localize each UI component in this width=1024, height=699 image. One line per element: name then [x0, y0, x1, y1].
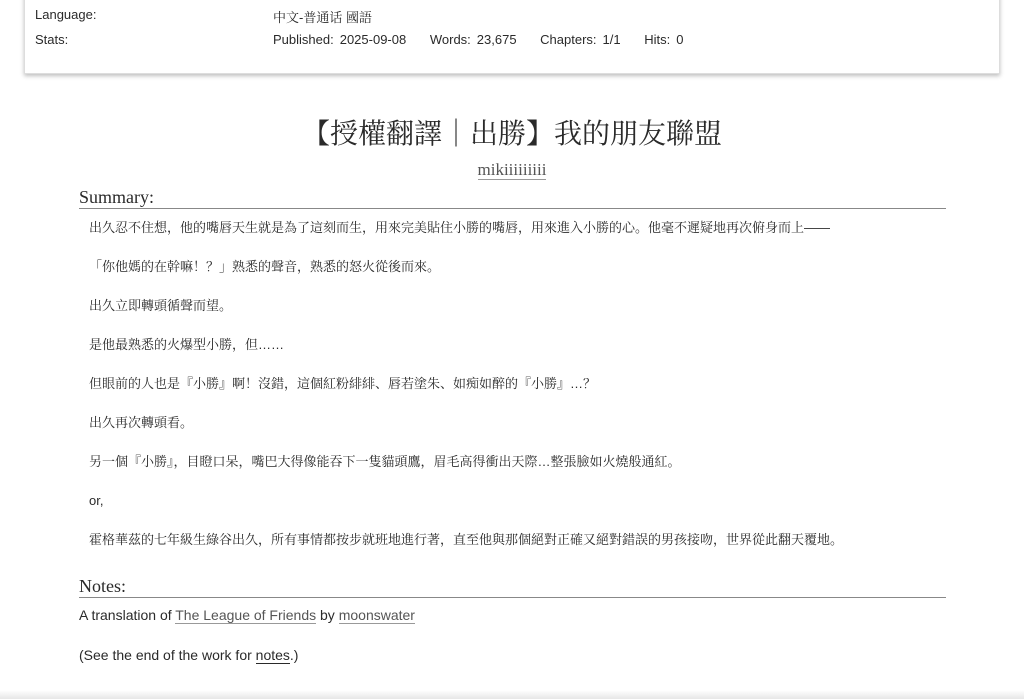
- language-label: Language:: [35, 7, 97, 22]
- language-value: 中文-普通话 國語: [273, 10, 372, 25]
- published-value: 2025-09-08: [339, 32, 407, 47]
- hits-value: 0: [676, 32, 684, 47]
- summary-paragraph: 但眼前的人也是『小勝』啊！沒錯，這個紅粉緋緋、唇若塗朱、如痴如醉的『小勝』…？: [89, 376, 597, 391]
- by-text: by: [316, 607, 339, 623]
- summary-paragraph: 「你他媽的在幹嘛！？」熟悉的聲音，熟悉的怒火從後而來。: [89, 259, 441, 274]
- summary-paragraph: 霍格華茲的七年級生綠谷出久，所有事情都按步就班地進行著，直至他與那個絕對正確又絕對錯誤的男孩接吻，世界從此翻天覆地。: [89, 532, 844, 547]
- summary-paragraph: 是他最熟悉的火爆型小勝，但……: [89, 337, 285, 352]
- published-label: Published:: [273, 32, 334, 47]
- see-end-prefix: (See the end of the work for: [79, 647, 256, 663]
- hits-stat: [644, 32, 689, 47]
- words-label: Words:: [429, 32, 471, 47]
- hits-label: Hits:: [644, 32, 671, 47]
- byline: [0, 160, 1024, 180]
- language-row: [35, 7, 372, 26]
- see-end-suffix: .): [289, 647, 299, 663]
- published-stat: [273, 32, 412, 47]
- work-meta-box: [24, 0, 1000, 74]
- page-bottom-divider: [0, 690, 1024, 699]
- author-link[interactable]: mikiiiiiiiii: [477, 160, 547, 179]
- stats-label: Stats:: [35, 32, 69, 47]
- see-end-note: [79, 647, 298, 663]
- words-stat: [430, 32, 523, 47]
- stats-values: [273, 32, 703, 47]
- translation-prefix: A translation of: [79, 607, 176, 623]
- translation-note: [79, 607, 415, 623]
- original-work-link[interactable]: The League of Friends: [175, 607, 317, 623]
- chapters-label: Chapters:: [540, 32, 597, 47]
- original-author-link[interactable]: moonswater: [338, 607, 415, 623]
- summary-paragraph: or,: [89, 493, 104, 508]
- stats-row: [35, 32, 703, 47]
- summary-paragraph: 出久再次轉頭看。: [89, 415, 194, 430]
- chapters-value: 1/1: [602, 32, 621, 47]
- words-value: 23,675: [476, 32, 517, 47]
- work-title: 【授權翻譯｜出勝】我的朋友聯盟: [301, 117, 722, 150]
- summary-heading: Summary:: [79, 187, 946, 209]
- end-notes-link[interactable]: notes: [255, 647, 290, 663]
- chapters-stat: [540, 32, 626, 47]
- notes-heading: Notes:: [79, 576, 946, 598]
- summary-paragraph: 出久忍不住想，他的嘴唇天生就是為了這刻而生，用來完美貼住小勝的嘴唇，用來進入小勝的心。他毫不遲疑地再次俯身而上——: [89, 220, 831, 235]
- summary-paragraph: 出久立即轉頭循聲而望。: [89, 298, 233, 313]
- summary-paragraph: 另一個『小勝』，目瞪口呆，嘴巴大得像能吞下一隻貓頭鷹，眉毛高得衝出天際…整張臉如火燒般通紅。: [89, 454, 681, 469]
